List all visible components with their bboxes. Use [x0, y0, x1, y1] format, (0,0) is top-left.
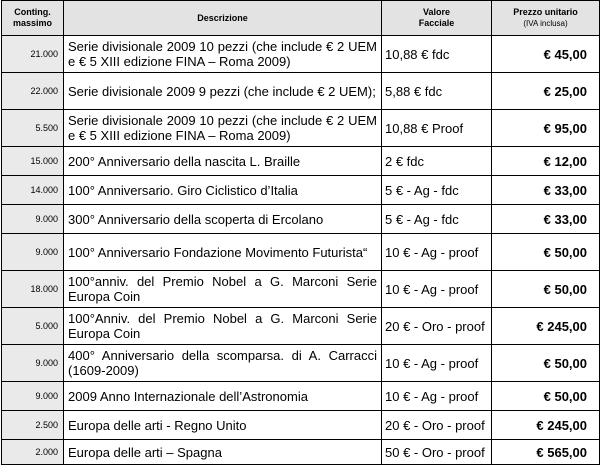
cell-contingent: 2.000: [2, 440, 64, 465]
cell-face-value: 10,88 € Proof: [382, 110, 492, 147]
cell-description: 100° Anniversario. Giro Ciclistico d’Italia: [64, 176, 382, 205]
table-row: [2, 176, 600, 205]
header-face-value-line1: Valore: [422, 7, 451, 17]
cell-contingent: 9.000: [2, 234, 64, 271]
cell-face-value: 5 € - Ag - fdc: [382, 205, 492, 234]
cell-contingent: 21.000: [2, 36, 64, 73]
cell-description: Europa delle arti – Spagna: [64, 440, 382, 465]
table-row: [2, 147, 600, 176]
table-row: [2, 110, 600, 147]
cell-face-value: 20 € - Oro - proof: [382, 308, 492, 345]
table-row: [2, 411, 600, 440]
cell-price: € 45,00: [492, 36, 600, 73]
cell-face-value: 10 € - Ag - proof: [382, 271, 492, 308]
cell-face-value: 10 € - Ag - proof: [382, 382, 492, 411]
table-row: [2, 73, 600, 110]
cell-face-value: 5 € - Ag - fdc: [382, 176, 492, 205]
cell-contingent: 14.000: [2, 176, 64, 205]
table-header: [2, 1, 600, 36]
table-row: [2, 440, 600, 465]
header-contingent-line1: Conting.: [14, 7, 51, 17]
cell-contingent: 15.000: [2, 147, 64, 176]
table-row: [2, 234, 600, 271]
cell-price: € 12,00: [492, 147, 600, 176]
cell-face-value: 10 € - Ag - proof: [382, 234, 492, 271]
table-row: [2, 382, 600, 411]
coin-price-table: [1, 0, 600, 465]
cell-contingent: 9.000: [2, 205, 64, 234]
cell-face-value: 10 € - Ag - proof: [382, 345, 492, 382]
cell-contingent: 2.500: [2, 411, 64, 440]
cell-description: 100° Anniversario Fondazione Movimento Futurista“: [64, 234, 382, 271]
header-price-line2: (IVA inclusa): [523, 19, 568, 28]
header-description-label: Descrizione: [197, 12, 248, 23]
cell-contingent: 5.000: [2, 308, 64, 345]
cell-price: € 25,00: [492, 73, 600, 110]
cell-face-value: 5,88 € fdc: [382, 73, 492, 110]
cell-description: 200° Anniversario della nascita L. Braille: [64, 147, 382, 176]
cell-description: 100°Anniv. del Premio Nobel a G. Marconi Serie Europa Coin: [64, 308, 382, 345]
cell-face-value: 50 € - Oro - proof: [382, 440, 492, 465]
cell-description: Europa delle arti - Regno Unito: [64, 411, 382, 440]
header-face-value: [382, 1, 492, 36]
table-row: [2, 271, 600, 308]
cell-description: 400° Anniversario della scomparsa. di A. Carracci (1609-2009): [64, 345, 382, 382]
cell-description: 100°anniv. del Premio Nobel a G. Marconi Serie Europa Coin: [64, 271, 382, 308]
cell-price: € 565,00: [492, 440, 600, 465]
cell-price: € 245,00: [492, 308, 600, 345]
cell-description: Serie divisionale 2009 10 pezzi (che include € 2 UEM e € 5 XIII edizione FINA – Roma 2009): [64, 110, 382, 147]
header-price-line1: Prezzo unitario: [513, 7, 578, 17]
cell-price: € 50,00: [492, 271, 600, 308]
cell-price: € 95,00: [492, 110, 600, 147]
cell-face-value: 10,88 € fdc: [382, 36, 492, 73]
cell-contingent: 22.000: [2, 73, 64, 110]
table-row: [2, 308, 600, 345]
table-row: [2, 345, 600, 382]
header-description: [64, 1, 382, 36]
cell-contingent: 9.000: [2, 382, 64, 411]
header-price: [492, 1, 600, 36]
cell-face-value: 2 € fdc: [382, 147, 492, 176]
cell-contingent: 18.000: [2, 271, 64, 308]
table-body: [2, 36, 600, 465]
table-row: [2, 36, 600, 73]
cell-description: Serie divisionale 2009 10 pezzi (che include € 2 UEM e € 5 XIII edizione FINA – Roma 2009): [64, 36, 382, 73]
cell-contingent: 5.500: [2, 110, 64, 147]
cell-price: € 50,00: [492, 345, 600, 382]
header-contingent-line2: massimo: [12, 18, 53, 28]
header-row: [2, 1, 600, 36]
table-row: [2, 205, 600, 234]
cell-price: € 50,00: [492, 382, 600, 411]
header-contingent: [2, 1, 64, 36]
cell-description: 300° Anniversario della scoperta di Ercolano: [64, 205, 382, 234]
cell-price: € 245,00: [492, 411, 600, 440]
cell-description: Serie divisionale 2009 9 pezzi (che include € 2 UEM);: [64, 73, 382, 110]
cell-contingent: 9.000: [2, 345, 64, 382]
cell-face-value: 20 € - Oro - proof: [382, 411, 492, 440]
cell-price: € 33,00: [492, 176, 600, 205]
cell-price: € 33,00: [492, 205, 600, 234]
header-face-value-line2: Facciale: [418, 18, 455, 28]
cell-description: 2009 Anno Internazionale dell’Astronomia: [64, 382, 382, 411]
cell-price: € 50,00: [492, 234, 600, 271]
